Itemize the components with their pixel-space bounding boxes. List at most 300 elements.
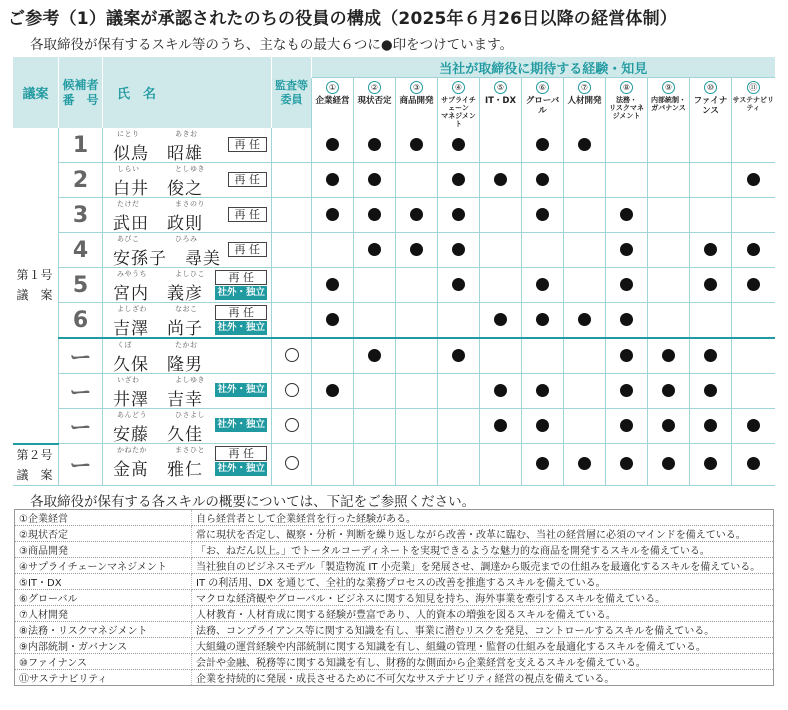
candidate-number: ー <box>59 374 103 409</box>
table-row <box>13 128 775 163</box>
definition-desc: 法務、コンプライアンス等に関する知識を有し、事業に潜むリスクを発見、コントロールするスキルを備えている。 <box>192 622 774 638</box>
audit-committee-cell <box>272 268 312 303</box>
audit-committee-cell <box>272 409 312 444</box>
skill-cell-1 <box>312 233 354 268</box>
candidate-name: 安藤 久佳 <box>113 425 203 445</box>
skill-dot <box>578 138 591 151</box>
skill-cell-2 <box>354 374 396 409</box>
definition-key: ⑪サステナビリティ <box>15 670 192 686</box>
skill-cell-5 <box>480 338 522 374</box>
header-audit: 監査等 委員 <box>272 57 312 128</box>
definition-desc: 会計や金融、税務等に関する知識を有し、財務的な側面から企業経営を支えるスキルを備えている。 <box>192 654 774 670</box>
badges <box>215 418 267 432</box>
candidate-name-cell <box>103 409 272 444</box>
definition-key: ⑩ファイナンス <box>15 654 192 670</box>
skill-cell-3 <box>396 198 438 233</box>
table-row <box>13 374 775 409</box>
header-candidate-no: 候補者 番 号 <box>59 57 103 128</box>
definition-key: ⑤IT・DX <box>15 574 192 590</box>
skill-cell-9 <box>648 409 690 444</box>
skill-number: ⑤ <box>494 81 507 94</box>
skill-label: 内部統制・ ガバナンス <box>651 96 686 112</box>
skill-cell-8 <box>606 268 648 303</box>
skill-cell-5 <box>480 374 522 409</box>
skill-cell-9 <box>648 338 690 374</box>
skill-number: ① <box>326 81 339 94</box>
skill-cell-11 <box>732 128 775 163</box>
candidate-name-cell <box>103 163 272 198</box>
name-ruby: たけだ <box>117 200 140 208</box>
skill-number: ⑩ <box>704 81 717 94</box>
outside-independent-badge: 社外・独立 <box>217 287 265 298</box>
audit-committee-cell <box>272 198 312 233</box>
skill-dot <box>410 243 423 256</box>
reappoint-badge: 再 任 <box>228 207 268 222</box>
skill-label: 法務・ リスクマネジメント <box>609 96 644 120</box>
definition-row <box>15 526 774 542</box>
skill-cell-3 <box>396 268 438 303</box>
candidate-name-cell <box>103 268 272 303</box>
table-row <box>13 444 775 486</box>
skill-dot <box>620 278 633 291</box>
skill-cell-10 <box>690 303 732 339</box>
skill-cell-4 <box>438 338 480 374</box>
skill-cell-11 <box>732 233 775 268</box>
definition-row <box>15 558 774 574</box>
audit-committee-cell <box>272 163 312 198</box>
name-ruby: よしゆき <box>175 376 205 384</box>
name-ruby: よしざわ <box>117 305 147 313</box>
skill-cell-5 <box>480 233 522 268</box>
name-ruby: ひろみ <box>175 235 198 243</box>
skill-dot <box>536 173 549 186</box>
table-row <box>13 303 775 339</box>
skill-dot <box>536 278 549 291</box>
definition-key: ①企業経営 <box>15 510 192 526</box>
skill-cell-1 <box>312 409 354 444</box>
skill-cell-9 <box>648 128 690 163</box>
definition-desc: 人材教育・人材育成に関する経験が豊富であり、人的資本の増強を図るスキルを備えている。 <box>192 606 774 622</box>
reappoint-badge: 再 任 <box>228 242 268 257</box>
skill-cell-9 <box>648 444 690 486</box>
skill-cell-10 <box>690 338 732 374</box>
table-row <box>13 163 775 198</box>
skill-dot <box>536 313 549 326</box>
skill-label: IT・DX <box>484 96 517 106</box>
skill-cell-11 <box>732 268 775 303</box>
skill-dot <box>747 457 760 470</box>
definition-desc: 常に現状を否定し、観察・分析・判断を繰り返しながら改善・改革に臨む、当社の経営層に必須のマインドを備えている。 <box>192 526 774 542</box>
reappoint-badge: 再 任 <box>215 270 267 285</box>
skill-cell-9 <box>648 198 690 233</box>
skill-cell-8 <box>606 163 648 198</box>
skill-cell-7 <box>564 128 606 163</box>
skill-cell-9 <box>648 303 690 339</box>
skill-dot <box>326 384 339 397</box>
skill-cell-7 <box>564 268 606 303</box>
skill-cell-3 <box>396 128 438 163</box>
skill-dot <box>368 173 381 186</box>
skill-cell-1 <box>312 128 354 163</box>
skill-cell-4 <box>438 198 480 233</box>
skill-header-9 <box>648 78 690 129</box>
candidate-number: 2 <box>59 163 103 198</box>
candidate-number: 1 <box>59 128 103 163</box>
skill-dot <box>704 384 717 397</box>
skill-dot <box>494 419 507 432</box>
skill-cell-11 <box>732 303 775 339</box>
skill-label: 現状否定 <box>357 96 392 106</box>
badges <box>215 383 267 397</box>
definition-desc: 大組織の運営経験や内部統制に関する知識を有し、組織の管理・監督の仕組みを最適化するスキルを備えている。 <box>192 638 774 654</box>
skill-cell-3 <box>396 303 438 339</box>
outside-independent-badge: 社外・独立 <box>217 463 265 474</box>
badges <box>215 446 267 476</box>
skill-cell-6 <box>522 444 564 486</box>
skill-cell-6 <box>522 198 564 233</box>
candidate-name-cell <box>103 233 272 268</box>
skill-cell-2 <box>354 303 396 339</box>
skill-cell-3 <box>396 409 438 444</box>
skill-cell-10 <box>690 374 732 409</box>
badges <box>228 207 268 222</box>
skill-label: ファイナンス <box>693 96 728 116</box>
definition-row <box>15 574 774 590</box>
skill-cell-8 <box>606 128 648 163</box>
skill-dot <box>704 349 717 362</box>
skill-cell-9 <box>648 233 690 268</box>
definition-row <box>15 510 774 526</box>
candidate-name-cell <box>103 374 272 409</box>
skill-cell-4 <box>438 303 480 339</box>
skill-number: ⑪ <box>747 81 760 94</box>
definition-row <box>15 622 774 638</box>
skill-cell-4 <box>438 374 480 409</box>
skill-cell-5 <box>480 268 522 303</box>
candidate-name-cell <box>103 338 272 374</box>
definition-row <box>15 654 774 670</box>
skill-dot <box>620 349 633 362</box>
definition-desc: 企業を持続的に発展・成長させるために不可欠なサステナビリティ経営の視点を備えている。 <box>192 670 774 686</box>
skill-dot <box>704 457 717 470</box>
skill-dot <box>326 313 339 326</box>
skill-cell-4 <box>438 163 480 198</box>
skill-dot <box>704 419 717 432</box>
candidate-name-cell <box>103 128 272 163</box>
reappoint-badge: 再 任 <box>215 305 267 320</box>
skill-cell-2 <box>354 409 396 444</box>
board-skills-matrix <box>12 57 775 486</box>
table-row <box>13 233 775 268</box>
skill-cell-5 <box>480 409 522 444</box>
skill-cell-1 <box>312 268 354 303</box>
skill-cell-4 <box>438 268 480 303</box>
skill-dot <box>620 208 633 221</box>
skill-cell-6 <box>522 409 564 444</box>
skill-header-6 <box>522 78 564 129</box>
skill-cell-8 <box>606 338 648 374</box>
candidate-name: 金髙 雅仁 <box>113 460 203 480</box>
candidate-name-cell <box>103 444 272 486</box>
candidate-name: 宮内 義彦 <box>113 284 203 304</box>
skill-number: ④ <box>452 81 465 94</box>
skill-dot <box>620 457 633 470</box>
name-ruby: くぼ <box>117 341 132 349</box>
skill-dot <box>620 384 633 397</box>
definition-key: ⑧法務・リスクマネジメント <box>15 622 192 638</box>
skill-dot <box>704 243 717 256</box>
skill-cell-1 <box>312 338 354 374</box>
skill-dot <box>747 173 760 186</box>
skill-number: ⑦ <box>578 81 591 94</box>
skill-cell-3 <box>396 444 438 486</box>
skill-cell-10 <box>690 198 732 233</box>
skill-header-2 <box>354 78 396 129</box>
agenda-first: 第１号 議 案 <box>13 128 59 444</box>
table-row <box>13 198 775 233</box>
skill-cell-7 <box>564 233 606 268</box>
skill-dot <box>536 138 549 151</box>
skill-cell-5 <box>480 444 522 486</box>
skill-cell-1 <box>312 303 354 339</box>
skill-dot <box>410 138 423 151</box>
skill-cell-4 <box>438 409 480 444</box>
skill-cell-9 <box>648 374 690 409</box>
skill-cell-3 <box>396 163 438 198</box>
skill-cell-7 <box>564 444 606 486</box>
skill-dot <box>578 457 591 470</box>
definition-desc: 「お、ねだん以上。」でトータルコーディネートを実現できるような魅力的な商品を開発するスキルを備えている。 <box>192 542 774 558</box>
skill-cell-6 <box>522 303 564 339</box>
skill-cell-8 <box>606 444 648 486</box>
skill-cell-2 <box>354 233 396 268</box>
skill-cell-7 <box>564 409 606 444</box>
name-ruby: まさひと <box>175 446 205 454</box>
header-agenda: 議案 <box>13 57 59 128</box>
candidate-name: 武田 政則 <box>113 214 203 234</box>
skill-cell-2 <box>354 338 396 374</box>
badges <box>228 172 268 187</box>
skill-definitions <box>14 509 774 686</box>
skill-dot <box>410 208 423 221</box>
skill-cell-10 <box>690 163 732 198</box>
skill-cell-7 <box>564 338 606 374</box>
skill-cell-10 <box>690 444 732 486</box>
candidate-name: 久保 隆男 <box>113 355 203 375</box>
skill-cell-7 <box>564 198 606 233</box>
definition-row <box>15 606 774 622</box>
skill-dot <box>620 313 633 326</box>
skill-cell-7 <box>564 374 606 409</box>
definition-row <box>15 638 774 654</box>
definition-desc: IT の利活用、DX を通じて、全社的な業務プロセスの改善を推進するスキルを備えている。 <box>192 574 774 590</box>
skill-dot <box>747 419 760 432</box>
definition-desc: 自ら経営者として企業経営を行った経験がある。 <box>192 510 774 526</box>
skill-cell-6 <box>522 128 564 163</box>
header-name: 氏 名 <box>103 57 272 128</box>
candidate-number: ー <box>59 444 103 486</box>
audit-committee-cell <box>272 128 312 163</box>
name-ruby: あきお <box>175 130 198 138</box>
name-ruby: にとり <box>117 130 140 138</box>
skill-cell-11 <box>732 338 775 374</box>
candidate-number: 6 <box>59 303 103 339</box>
name-ruby: なおこ <box>175 305 198 313</box>
agenda-second: 第２号 議 案 <box>13 444 59 486</box>
skill-dot <box>747 243 760 256</box>
skill-cell-8 <box>606 374 648 409</box>
skill-dot <box>368 208 381 221</box>
skill-cell-1 <box>312 374 354 409</box>
outside-independent-badge: 社外・独立 <box>217 384 265 395</box>
skill-label: サステナビリティ <box>732 96 775 112</box>
skill-header-4 <box>438 78 480 129</box>
definition-key: ③商品開発 <box>15 542 192 558</box>
skill-dot <box>326 138 339 151</box>
name-ruby: まさのり <box>175 200 205 208</box>
skill-cell-8 <box>606 233 648 268</box>
skill-dot <box>536 208 549 221</box>
skill-header-5 <box>480 78 522 129</box>
skill-cell-6 <box>522 338 564 374</box>
definition-key: ④サプライチェーンマネジメント <box>15 558 192 574</box>
skill-cell-3 <box>396 374 438 409</box>
candidate-name: 吉澤 尚子 <box>113 319 203 339</box>
audit-member-circle <box>285 456 299 470</box>
candidate-name: 白井 俊之 <box>113 179 203 199</box>
skill-cell-5 <box>480 198 522 233</box>
name-ruby: みやうち <box>117 270 147 278</box>
skill-dot <box>747 278 760 291</box>
skill-dot <box>452 138 465 151</box>
skill-cell-11 <box>732 374 775 409</box>
badges <box>228 137 268 152</box>
name-ruby: としゆき <box>175 165 205 173</box>
reappoint-badge: 再 任 <box>228 172 268 187</box>
skill-cell-2 <box>354 268 396 303</box>
audit-committee-cell <box>272 303 312 339</box>
skill-label: サプライチェーン マネジメント <box>441 96 476 128</box>
skill-dot <box>326 173 339 186</box>
skill-number: ⑧ <box>620 81 633 94</box>
skill-cell-4 <box>438 233 480 268</box>
candidate-number: 5 <box>59 268 103 303</box>
badges <box>228 242 268 257</box>
name-ruby: いざわ <box>117 376 140 384</box>
candidate-number: ー <box>59 409 103 444</box>
skill-cell-11 <box>732 163 775 198</box>
badges <box>215 270 267 300</box>
candidate-number: ー <box>59 338 103 374</box>
candidate-number: 3 <box>59 198 103 233</box>
audit-member-circle <box>285 383 299 397</box>
skill-cell-6 <box>522 163 564 198</box>
name-ruby: あんどう <box>117 411 147 419</box>
skill-cell-11 <box>732 409 775 444</box>
skill-header-1 <box>312 78 354 129</box>
audit-committee-cell <box>272 374 312 409</box>
skill-cell-6 <box>522 233 564 268</box>
skill-cell-2 <box>354 163 396 198</box>
badges <box>215 305 267 335</box>
skill-cell-7 <box>564 303 606 339</box>
definition-key: ⑦人材開発 <box>15 606 192 622</box>
skill-cell-4 <box>438 128 480 163</box>
reappoint-badge: 再 任 <box>228 137 268 152</box>
reappoint-badge: 再 任 <box>215 446 267 461</box>
skill-header-3 <box>396 78 438 129</box>
skill-dot <box>452 243 465 256</box>
audit-committee-cell <box>272 444 312 486</box>
skill-dot <box>368 243 381 256</box>
name-ruby: しらい <box>117 165 140 173</box>
skill-cell-1 <box>312 198 354 233</box>
skills-intro: 各取締役が保有する各スキルの概要については、下記をご参照ください。 <box>30 494 476 510</box>
skill-cell-2 <box>354 198 396 233</box>
skill-cell-2 <box>354 128 396 163</box>
definition-key: ⑥グローバル <box>15 590 192 606</box>
table-row <box>13 409 775 444</box>
skill-header-11 <box>732 78 775 129</box>
skill-number: ⑥ <box>536 81 549 94</box>
skill-cell-11 <box>732 198 775 233</box>
skill-cell-9 <box>648 268 690 303</box>
skill-number: ② <box>368 81 381 94</box>
skill-cell-5 <box>480 303 522 339</box>
skill-cell-3 <box>396 338 438 374</box>
skill-cell-6 <box>522 268 564 303</box>
skill-dot <box>536 457 549 470</box>
skill-cell-7 <box>564 163 606 198</box>
candidate-name: 安孫子 尋美 <box>113 249 221 269</box>
candidate-name: 似鳥 昭雄 <box>113 144 203 164</box>
skill-cell-11 <box>732 444 775 486</box>
definition-row <box>15 542 774 558</box>
skill-header-10 <box>690 78 732 129</box>
skill-cell-8 <box>606 198 648 233</box>
audit-member-circle <box>285 418 299 432</box>
skill-dot <box>452 349 465 362</box>
skill-cell-3 <box>396 233 438 268</box>
skill-cell-5 <box>480 128 522 163</box>
skill-dot <box>578 313 591 326</box>
skill-label: 商品開発 <box>399 96 434 106</box>
table-row <box>13 338 775 374</box>
skill-cell-1 <box>312 444 354 486</box>
skill-cell-8 <box>606 303 648 339</box>
skill-dot <box>368 138 381 151</box>
audit-committee-cell <box>272 233 312 268</box>
skill-header-8 <box>606 78 648 129</box>
skill-label: 企業経営 <box>315 96 350 106</box>
page-title: ご参考（1）議案が承認されたのちの役員の構成（2025年６月26日以降の経営体制） <box>8 9 677 29</box>
candidate-name-cell <box>103 303 272 339</box>
name-ruby: よしひこ <box>175 270 205 278</box>
definition-row <box>15 670 774 686</box>
skill-cell-8 <box>606 409 648 444</box>
skill-cell-9 <box>648 163 690 198</box>
name-ruby: あびこ <box>117 235 140 243</box>
skill-dot <box>494 384 507 397</box>
skill-label: 人材開発 <box>567 96 602 106</box>
skill-cell-2 <box>354 444 396 486</box>
skill-dot <box>326 278 339 291</box>
name-ruby: ひさよし <box>175 411 205 419</box>
candidate-number: 4 <box>59 233 103 268</box>
skill-dot <box>494 313 507 326</box>
skill-cell-4 <box>438 444 480 486</box>
definition-key: ⑨内部統制・ガバナンス <box>15 638 192 654</box>
